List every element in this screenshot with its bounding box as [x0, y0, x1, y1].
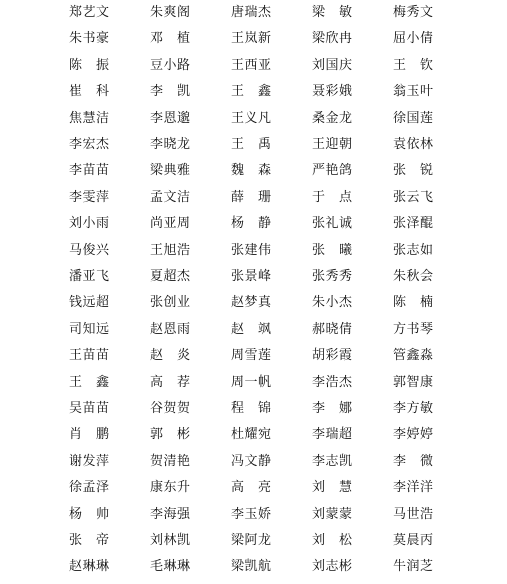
student-name: 李方敏: [393, 401, 433, 416]
roster-row: [0, 370, 507, 396]
student-name: 马世浩: [393, 506, 433, 522]
student-name: 周雪莲: [231, 348, 271, 364]
student-name: 赵恩雨: [150, 321, 190, 337]
student-name: 王 鑫: [69, 374, 109, 390]
student-name: 朱爽阁: [150, 5, 190, 20]
roster-row: [0, 106, 507, 132]
student-name: 张礼诚: [312, 216, 352, 232]
student-name: 张 帝: [69, 533, 109, 548]
roster-row: [0, 158, 507, 184]
student-name: 谷贺贺: [150, 401, 190, 416]
student-name: 张秀秀: [312, 269, 352, 284]
student-name: 王 鑫: [231, 84, 271, 100]
roster-row: [0, 422, 507, 448]
student-name: 梁凯航: [231, 559, 271, 575]
student-name: 郭 彬: [150, 427, 190, 443]
student-name: 王西亚: [231, 57, 271, 73]
student-name: 张建伟: [231, 242, 271, 258]
student-name: 王迎朝: [312, 137, 352, 152]
student-name: 赵 飒: [231, 321, 271, 337]
student-name: 冯文静: [231, 453, 271, 469]
student-name: 邓 植: [150, 31, 190, 47]
student-name: 魏 森: [231, 163, 271, 179]
student-name: 李婷婷: [393, 427, 433, 443]
student-name: 王 钦: [393, 57, 433, 73]
student-name: 张 曦: [312, 242, 352, 258]
student-name: 李恩邈: [150, 110, 190, 126]
student-name: 马俊兴: [69, 242, 109, 258]
student-name: 李 凯: [150, 84, 190, 100]
student-name: 刘林凯: [150, 533, 190, 548]
student-name: 梁阿龙: [231, 533, 271, 548]
student-name: 李苗苗: [69, 163, 109, 179]
student-name: 朱小杰: [312, 295, 352, 311]
roster-row: [0, 26, 507, 52]
student-name: 张 锐: [393, 163, 433, 179]
student-name: 徐孟泽: [69, 480, 109, 496]
student-name: 李洋洋: [393, 480, 433, 496]
student-name: 朱书豪: [69, 31, 109, 47]
student-name: 潘亚飞: [69, 269, 109, 284]
student-name: 李志凯: [312, 453, 352, 469]
student-name: 李 娜: [312, 401, 352, 416]
student-name: 贺清艳: [150, 453, 190, 469]
student-name: 梅秀文: [393, 5, 433, 20]
student-name: 梁 敏: [312, 5, 352, 20]
student-name: 管鑫淼: [393, 348, 433, 364]
student-name: 屈小倩: [393, 31, 433, 47]
student-name: 聂彩娥: [312, 84, 352, 100]
student-name: 张志如: [393, 242, 433, 258]
student-name: 陈 振: [69, 57, 109, 73]
roster-row: [0, 317, 507, 343]
student-name: 程 锦: [231, 401, 271, 416]
student-name: 胡彩霞: [312, 348, 352, 364]
student-name: 刘蒙蒙: [312, 506, 352, 522]
roster-row: [0, 343, 507, 369]
student-name: 翁玉叶: [393, 84, 433, 100]
student-name: 赵琳琳: [69, 559, 109, 575]
student-name: 张景峰: [231, 269, 271, 284]
student-name: 高 荐: [150, 374, 190, 390]
student-name: 徐国莲: [393, 110, 433, 126]
student-name: 杨 帅: [69, 506, 109, 522]
student-name: 尚亚周: [150, 216, 190, 232]
roster-row: [0, 290, 507, 316]
student-name: 郑艺文: [69, 5, 109, 20]
student-name: 崔 科: [69, 84, 109, 100]
student-name: 唐瑞杰: [231, 5, 271, 20]
student-name: 谢发萍: [69, 453, 109, 469]
roster-row: [0, 528, 507, 554]
student-name: 李雯萍: [69, 189, 109, 205]
student-name: 陈 楠: [393, 295, 433, 311]
student-name: 王苗苗: [69, 348, 109, 364]
student-name: 李 微: [393, 453, 433, 469]
student-name: 郭智康: [393, 374, 433, 390]
student-name: 牛润芝: [393, 559, 433, 575]
student-name: 夏超杰: [150, 269, 190, 284]
student-name: 朱秋会: [393, 269, 433, 284]
student-name: 司知远: [69, 321, 109, 337]
roster-row: [0, 502, 507, 528]
student-name: 梁典雅: [150, 163, 190, 179]
student-name: 梁欣冉: [312, 31, 352, 47]
student-name: 王岚新: [231, 31, 271, 47]
student-name: 袁依林: [393, 137, 433, 152]
student-name: 肖 鹏: [69, 427, 109, 443]
student-name: 方书琴: [393, 321, 433, 337]
student-name: 杜耀宛: [231, 427, 271, 443]
student-name: 李玉娇: [231, 506, 271, 522]
student-name: 周一帆: [231, 374, 271, 390]
student-name: 李晓龙: [150, 137, 190, 152]
roster-row: [0, 396, 507, 422]
student-name: 薛 珊: [231, 189, 271, 205]
student-name: 王义凡: [231, 110, 271, 126]
student-name: 张创业: [150, 295, 190, 311]
student-name: 李宏杰: [69, 137, 109, 152]
roster-row: [0, 211, 507, 237]
student-name: 桑金龙: [312, 110, 352, 126]
roster-row: [0, 449, 507, 475]
student-name: 毛琳琳: [150, 559, 190, 575]
roster-row: [0, 554, 507, 580]
student-name: 严艳鸽: [312, 163, 352, 179]
student-name: 刘志彬: [312, 559, 352, 575]
student-name: 王旭浩: [150, 242, 190, 258]
student-name: 莫晨丙: [393, 533, 433, 548]
student-name: 刘国庆: [312, 57, 352, 73]
student-name: 吴苗苗: [69, 401, 109, 416]
student-name: 康东升: [150, 480, 190, 496]
student-name: 王 禹: [231, 137, 271, 152]
student-name: 于 点: [312, 189, 352, 205]
student-name: 杨 静: [231, 216, 271, 232]
student-name: 李瑞超: [312, 427, 352, 443]
roster-row: [0, 0, 507, 26]
student-name: 刘 松: [312, 533, 352, 548]
student-name: 刘小雨: [69, 216, 109, 232]
student-name: 刘 慧: [312, 480, 352, 496]
roster-row: [0, 475, 507, 501]
student-name: 李浩杰: [312, 374, 352, 390]
roster-row: [0, 238, 507, 264]
student-name: 赵梦真: [231, 295, 271, 311]
roster-row: [0, 79, 507, 105]
roster-row: [0, 132, 507, 158]
student-name: 高 亮: [231, 480, 271, 496]
roster-row: [0, 264, 507, 290]
student-name: 钱远超: [69, 295, 109, 311]
student-name: 焦慧洁: [69, 110, 109, 126]
student-name: 张云飞: [393, 189, 433, 205]
student-name: 赵 炎: [150, 348, 190, 364]
student-name: 郝晓倩: [312, 321, 352, 337]
roster-row: [0, 185, 507, 211]
student-name: 豆小路: [150, 57, 190, 73]
roster-row: [0, 53, 507, 79]
student-name: 李海强: [150, 506, 190, 522]
student-name: 张泽醌: [393, 216, 433, 232]
student-name: 孟文洁: [150, 189, 190, 205]
